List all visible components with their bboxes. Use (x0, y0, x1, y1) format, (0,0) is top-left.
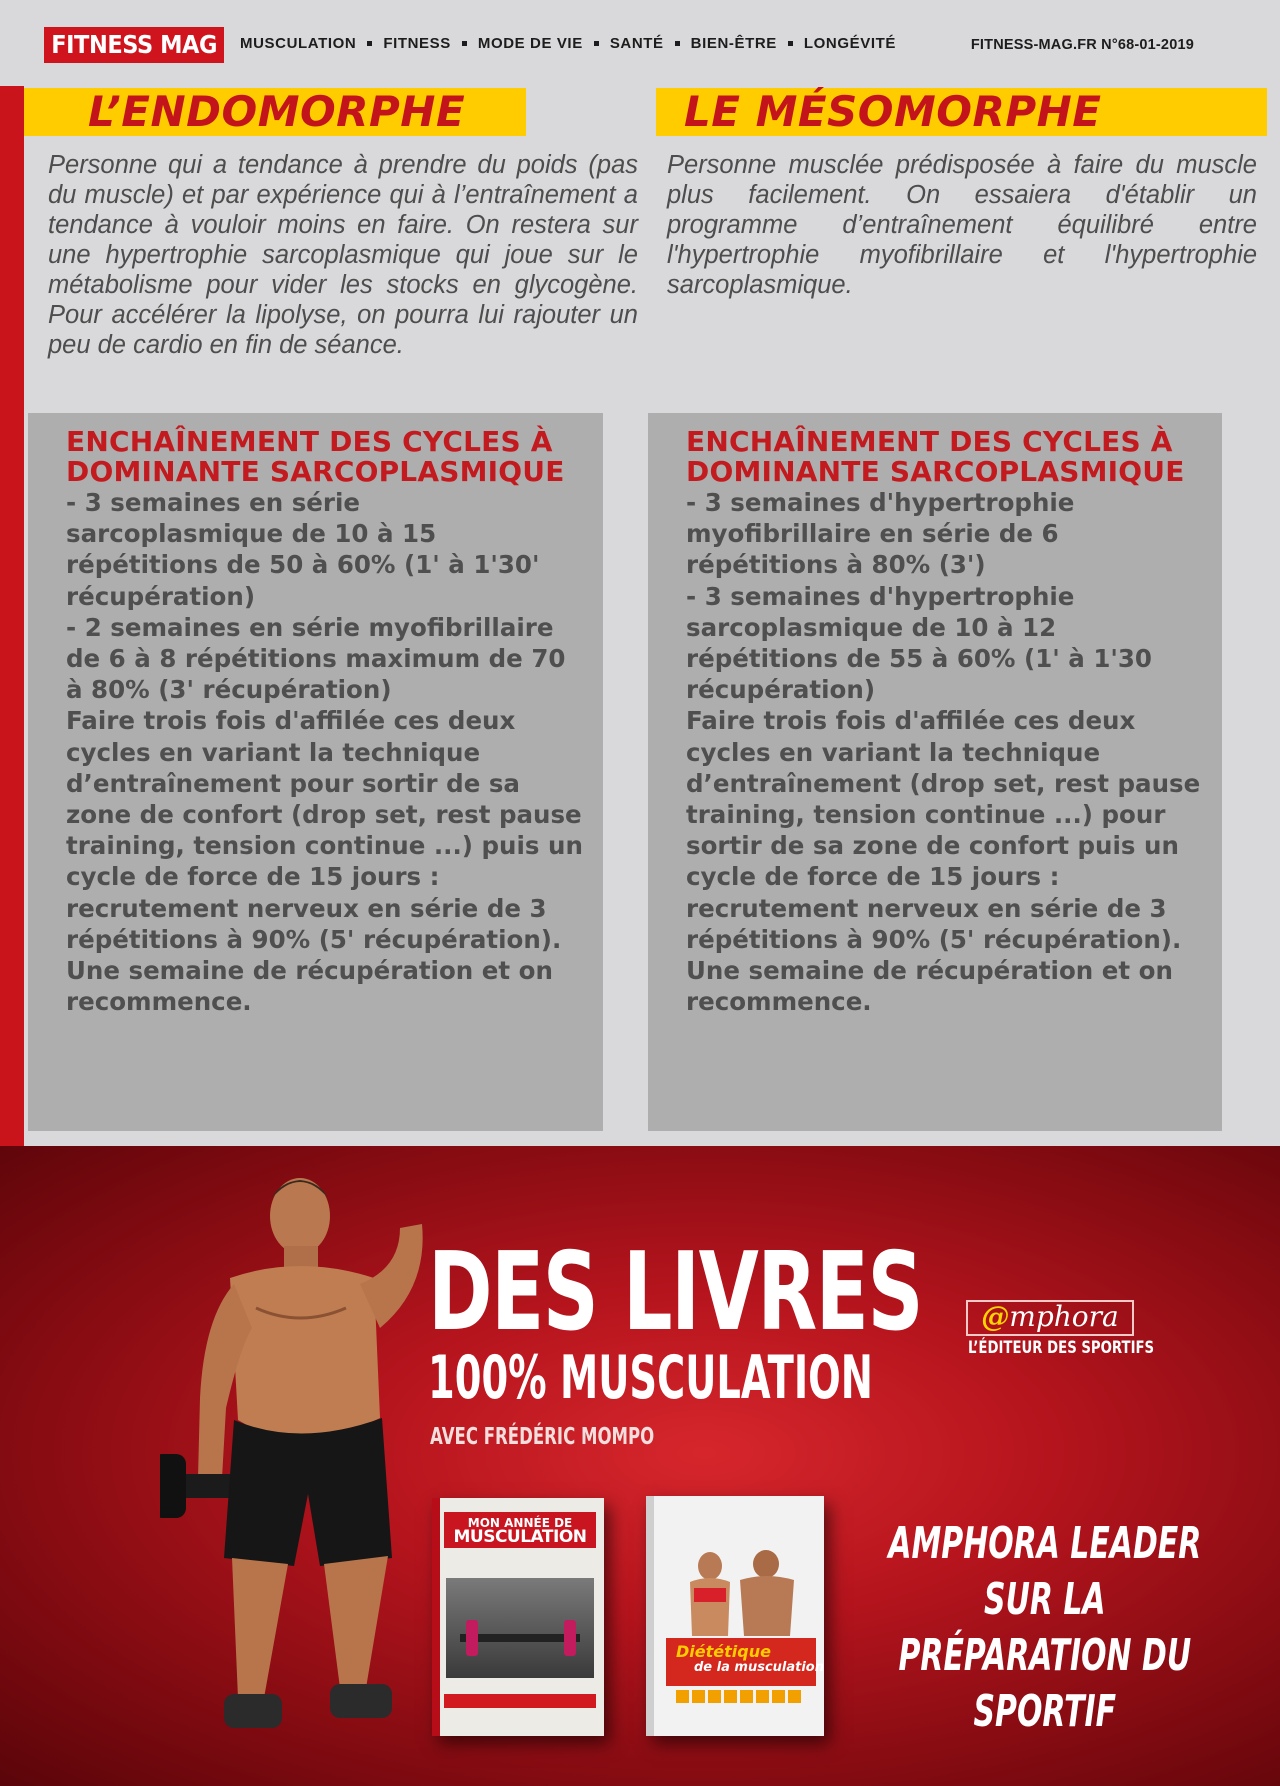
barbell-plate (466, 1620, 478, 1656)
intro-mesomorphe: Personne musclée prédisposée à faire du muscle plus facilement. On essaiera d'établir un programme d’entraînement équilibré entre l'hypertrophie myofibrillaire et l'hypertrophie sarcoplasmique. (667, 151, 1257, 299)
cycle-box-body: - 3 semaines d'hypertrophie myofibrillaire en série de 6 répétitions à 80% (3') - 3 semaines d'hypertrophie sarcoplasmique de 10 à 12 répétitions de 55 à 60% (1' à 1'30 récupération) Faire trois fois d'affilée ces deux cycles en variant la technique d’entraînement (drop set, rest pause training, tension continue ...) pour sortir de sa zone de confort puis un cycle de force de 15 jours : recrutement nerveux en série de 3 répétitions à 90% (5' récupération). Une semaine de récupération et on recommence. (686, 488, 1201, 1017)
ad-author: AVEC FRÉDÉRIC MOMPO (430, 1424, 655, 1450)
nav-item-mode-de-vie[interactable]: MODE DE VIE (477, 35, 583, 52)
book1-title (444, 1512, 596, 1548)
side-accent-bar (0, 86, 24, 1146)
cycle-box-endomorphe (28, 413, 603, 1131)
nav-separator (788, 41, 793, 46)
book-cover-dietetique-de-la-musculation[interactable] (646, 1496, 824, 1736)
publisher-tagline: L’ÉDITEUR DES SPORTIFS (968, 1338, 1155, 1358)
book2-icon-row (676, 1690, 801, 1703)
intro-endomorphe: Personne qui a tendance à prendre du poids (pas du muscle) et par expérience qui à l’entraînement a tendance à vouloir moins en faire. On restera sur une hypertrophie sarcoplasmique qui joue sur le métabolisme pour vider les stocks en glycogène. Pour accélérer la lipolyse, on pourra lui rajouter un peu de cardio en fin de séance. (48, 151, 638, 359)
book2-title-sub: de la musculation (694, 1660, 824, 1675)
publisher-logo-name: mphora (1009, 1300, 1119, 1333)
nav-separator (594, 41, 599, 46)
magazine-logo[interactable]: FITNESS MAG (44, 27, 224, 63)
heading-endomorphe: L’ENDOMORPHE (24, 88, 526, 136)
barbell-plate (564, 1620, 576, 1656)
cycle-box-title: ENCHAÎNEMENT DES CYCLES À DOMINANTE SARCOPLASMIQUE (686, 425, 1185, 488)
nav-separator (675, 41, 680, 46)
nav-item-longevite[interactable]: LONGÉVITÉ (803, 35, 896, 52)
book2-couple-photo (670, 1550, 808, 1636)
book1-title-small: MON ANNÉE DE (467, 1516, 573, 1530)
book-advertisement[interactable] (0, 1146, 1280, 1786)
book1-title-big: MUSCULATION (453, 1527, 587, 1547)
book2-title-main: Diététique (676, 1642, 771, 1661)
publisher-logo[interactable] (966, 1300, 1134, 1336)
book-cover-mon-annee-de-musculation[interactable] (432, 1498, 604, 1736)
ad-subtitle: 100% MUSCULATION (428, 1343, 873, 1413)
book1-footer-band (444, 1694, 596, 1708)
heading-mesomorphe: LE MÉSOMORPHE (656, 88, 1267, 136)
nav-item-musculation[interactable]: MUSCULATION (240, 35, 357, 52)
nav-separator (367, 41, 372, 46)
ad-slogan: AMPHORA LEADER SUR LA PRÉPARATION DU SPORTIF (888, 1518, 1202, 1737)
athlete-figure (160, 1158, 460, 1778)
section-nav (240, 35, 896, 52)
barbell-illustration (460, 1634, 580, 1642)
page-header (0, 0, 1280, 88)
cycle-box-mesomorphe (648, 413, 1222, 1131)
ad-title: DES LIVRES (428, 1230, 923, 1355)
nav-separator (462, 41, 467, 46)
nav-item-fitness[interactable]: FITNESS (383, 35, 451, 52)
issue-number: FITNESS-MAG.FR N°68-01-2019 (970, 37, 1194, 53)
cycle-box-title: ENCHAÎNEMENT DES CYCLES À DOMINANTE SARCOPLASMIQUE (66, 425, 565, 488)
cycle-box-body: - 3 semaines en série sarcoplasmique de 10 à 15 répétitions de 50 à 60% (1' à 1'30' récupération) - 2 semaines en série myofibrillaire de 6 à 8 répétitions maximum de 70 à 80% (3' récupération) Faire trois fois d'affilée ces deux cycles en variant la technique d’entraînement pour sortir de sa zone de confort (drop set, rest pause training, tension continue ...) puis un cycle de force de 15 jours : recrutement nerveux en série de 3 répétitions à 90% (5' récupération). Une semaine de récupération et on recommence. (66, 488, 583, 1017)
book2-title (676, 1644, 824, 1676)
nav-item-bien-etre[interactable]: BIEN-ÊTRE (690, 35, 777, 52)
nav-item-sante[interactable]: SANTÉ (609, 35, 664, 52)
publisher-logo-at: @ (981, 1300, 1010, 1333)
